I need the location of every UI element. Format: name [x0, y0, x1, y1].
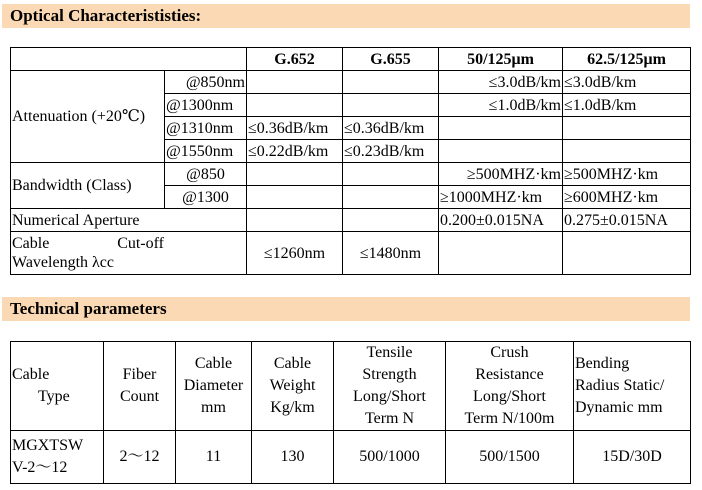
optical-header-row: [11, 48, 691, 71]
wavelength-cell: @1310nm: [165, 117, 247, 140]
fiber-count-cell: 2～12: [104, 431, 176, 484]
mm50-cell: 0.200±0.015NA: [439, 209, 563, 232]
header-tensile-strength: Tensile Strength Long/Short Term N: [334, 342, 446, 431]
mm625-cell: ≥500MHZ·km: [563, 163, 691, 186]
g655-cell: [343, 71, 439, 94]
bandwidth-label: Bandwidth (Class): [11, 163, 165, 209]
g652-cell: ≤0.36dB/km: [247, 117, 343, 140]
mm50-cell: ≤3.0dB/km: [439, 71, 563, 94]
g652-cell: [247, 163, 343, 186]
mm625-cell: 0.275±0.015NA: [563, 209, 691, 232]
mm625-cell: [563, 232, 691, 275]
mm50-cell: [439, 140, 563, 163]
g655-cutoff-cell: ≤1480nm: [343, 232, 439, 275]
g652-cell: [247, 209, 343, 232]
header-crush-resistance: Crush Resistance Long/Short Term N/100m: [446, 342, 574, 431]
table-row: [11, 163, 691, 186]
bending-cell: 15D/30D: [574, 431, 691, 484]
weight-cell: 130: [252, 431, 334, 484]
col-header-50-125: 50/125μm: [439, 48, 563, 71]
col-header-g652: G.652: [247, 48, 343, 71]
table-row: [11, 209, 691, 232]
g655-cell: [343, 94, 439, 117]
header-cable-diameter: Cable Diameter mm: [176, 342, 252, 431]
mm50-cell: ≤1.0dB/km: [439, 94, 563, 117]
header-cable-weight: Cable Weight Kg/km: [252, 342, 334, 431]
g655-cell: ≤0.23dB/km: [343, 140, 439, 163]
wavelength-cell: @1550nm: [165, 140, 247, 163]
mm625-cell: ≥600MHZ·km: [563, 186, 691, 209]
g652-cell: [247, 71, 343, 94]
cable-type-cell: MGXTSW V-2～12: [11, 431, 104, 484]
wavelength-cell: @850nm: [165, 71, 247, 94]
tensile-cell: 500/1000: [334, 431, 446, 484]
technical-header-row: [11, 342, 691, 431]
mm50-cell: [439, 117, 563, 140]
col-header-g655: G.655: [343, 48, 439, 71]
attenuation-label: Attenuation (+20℃): [11, 71, 165, 163]
cutoff-label-cable: Cable: [12, 235, 50, 252]
optical-characteristics-heading: Optical Characterististies:: [2, 4, 690, 28]
mm50-cell: ≥1000MHZ·km: [439, 186, 563, 209]
optical-characteristics-table: [10, 47, 691, 275]
cutoff-label: [11, 232, 165, 275]
col-header-62-5-125: 62.5/125μm: [563, 48, 691, 71]
g655-cell: [343, 209, 439, 232]
header-bending-radius: Bending Radius Static/ Dynamic mm: [574, 342, 691, 431]
g652-cutoff-cell: ≤1260nm: [247, 232, 343, 275]
g652-cell: [247, 186, 343, 209]
g655-cell: [343, 186, 439, 209]
cutoff-label-cutoff: Cut-off: [117, 235, 164, 252]
g652-cell: [247, 94, 343, 117]
wavelength-cell: @850: [165, 163, 247, 186]
mm625-cell: ≤1.0dB/km: [563, 94, 691, 117]
table-row: [11, 71, 691, 94]
numerical-aperture-label: Numerical Aperture: [11, 209, 247, 232]
diameter-cell: 11: [176, 431, 252, 484]
mm625-cell: [563, 140, 691, 163]
g655-cell: [343, 163, 439, 186]
table-row: [11, 431, 691, 484]
g655-cell: ≤0.36dB/km: [343, 117, 439, 140]
wavelength-cell: @1300nm: [165, 94, 247, 117]
header-cable-type: Cable Type: [11, 342, 104, 431]
mm50-cell: [439, 232, 563, 275]
header-fiber-count: Fiber Count: [104, 342, 176, 431]
table-row: [11, 232, 691, 275]
mm625-cell: ≤3.0dB/km: [563, 71, 691, 94]
cutoff-label-wavelength: Wavelength λcc: [12, 254, 114, 271]
technical-parameters-heading: Technical parameters: [2, 297, 690, 321]
technical-parameters-table: [10, 341, 691, 484]
cutoff-blank-cell: [165, 232, 247, 275]
mm625-cell: [563, 117, 691, 140]
blank-header-cell: [11, 48, 247, 71]
crush-cell: 500/1500: [446, 431, 574, 484]
mm50-cell: ≥500MHZ·km: [439, 163, 563, 186]
g652-cell: ≤0.22dB/km: [247, 140, 343, 163]
wavelength-cell: @1300: [165, 186, 247, 209]
